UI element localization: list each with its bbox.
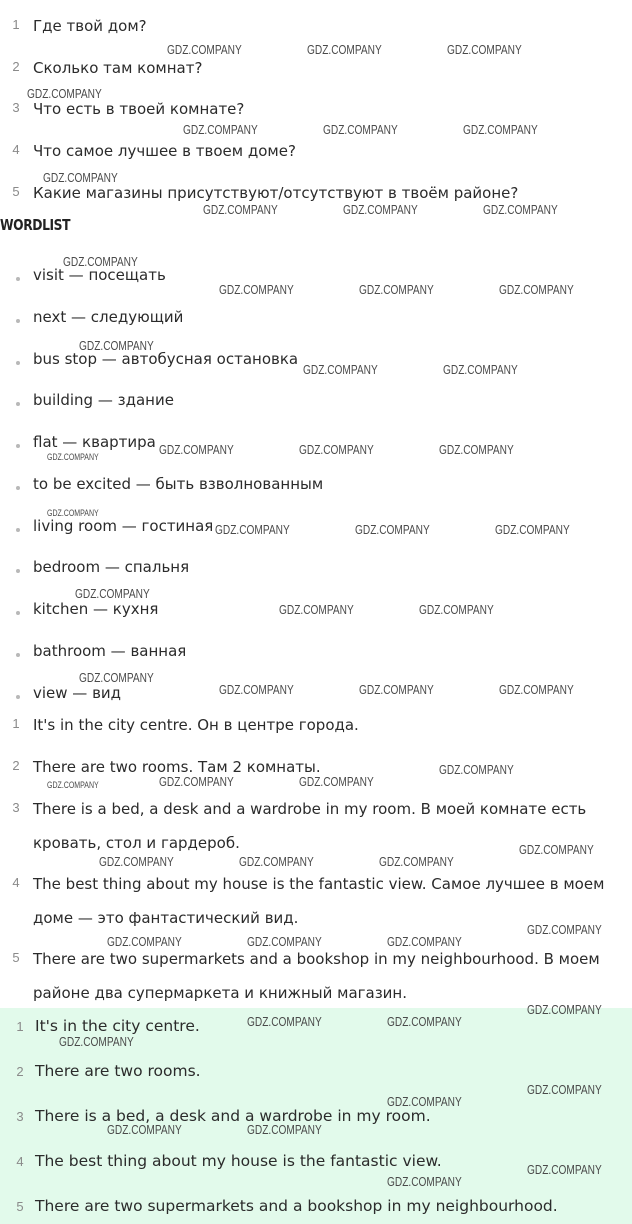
question-number: 2: [12, 59, 20, 74]
watermark: GDZ.COMPANY: [183, 122, 258, 137]
answer-text: The best thing about my house is the fantastic view.: [35, 1152, 442, 1170]
watermark: GDZ.COMPANY: [359, 282, 434, 297]
watermark: GDZ.COMPANY: [387, 1014, 462, 1029]
answer-text: There is a bed, a desk and a wardrobe in my room. В моей комнате есть кровать, стол и гардероб.: [33, 800, 587, 852]
bullet-icon: [16, 486, 20, 490]
wordlist-text: view — вид: [33, 684, 122, 702]
answer-text: There are two rooms.: [35, 1062, 201, 1080]
wordlist-text: flat — квартира: [33, 433, 156, 451]
watermark: GDZ.COMPANY: [107, 1122, 182, 1137]
watermark: GDZ.COMPANY: [379, 854, 454, 869]
answer-number: 2: [16, 1064, 24, 1079]
watermark: GDZ.COMPANY: [219, 682, 294, 697]
answer-number: 3: [16, 1109, 24, 1124]
watermark: GDZ.COMPANY: [527, 1082, 602, 1097]
watermark: GDZ.COMPANY: [63, 254, 138, 269]
watermark: GDZ.COMPANY: [527, 922, 602, 937]
answer-number: 1: [12, 716, 20, 731]
watermark: GDZ.COMPANY: [387, 1094, 462, 1109]
watermark: GDZ.COMPANY: [359, 682, 434, 697]
watermark: GDZ.COMPANY: [159, 442, 234, 457]
watermark: GDZ.COMPANY: [419, 602, 494, 617]
bullet-icon: [16, 402, 20, 406]
answer-text: There is a bed, a desk and a wardrobe in my room.: [35, 1107, 431, 1125]
highlighted-answers-box: [0, 1008, 632, 1224]
wordlist-heading: WORDLIST: [0, 216, 71, 234]
watermark: GDZ.COMPANY: [439, 442, 514, 457]
bullet-icon: [16, 695, 20, 699]
watermark: GDZ.COMPANY: [499, 682, 574, 697]
wordlist-text: visit — посещать: [33, 266, 166, 284]
wordlist-text: kitchen — кухня: [33, 600, 159, 618]
wordlist-text: living room — гостиная: [33, 517, 214, 535]
watermark: GDZ.COMPANY: [463, 122, 538, 137]
watermark: GDZ.COMPANY: [159, 774, 234, 789]
answer-text: There are two rooms. Там 2 комнаты.: [33, 758, 321, 776]
watermark: GDZ.COMPANY: [219, 282, 294, 297]
watermark: GDZ.COMPANY: [323, 122, 398, 137]
watermark: GDZ.COMPANY: [527, 1162, 602, 1177]
watermark: GDZ.COMPANY: [247, 1014, 322, 1029]
watermark: GDZ.COMPANY: [215, 522, 290, 537]
wordlist-text: building — здание: [33, 391, 174, 409]
watermark: GDZ.COMPANY: [495, 522, 570, 537]
watermark: GDZ.COMPANY: [299, 774, 374, 789]
watermark: GDZ.COMPANY: [167, 42, 242, 57]
watermark: GDZ.COMPANY: [27, 86, 102, 101]
watermark: GDZ.COMPANY: [527, 1002, 602, 1017]
answer-number: 4: [16, 1154, 24, 1169]
watermark: GDZ.COMPANY: [43, 170, 118, 185]
watermark: GDZ.COMPANY: [203, 202, 278, 217]
bullet-icon: [16, 319, 20, 323]
watermark: GDZ.COMPANY: [47, 452, 99, 462]
watermark: GDZ.COMPANY: [447, 42, 522, 57]
watermark: GDZ.COMPANY: [59, 1034, 134, 1049]
answer-number: 5: [16, 1199, 24, 1214]
answer-text: It's in the city centre. Он в центре города.: [33, 716, 359, 734]
watermark: GDZ.COMPANY: [387, 934, 462, 949]
answer-text: There are two supermarkets and a bookshop in my neighbourhood.: [35, 1197, 558, 1215]
bullet-icon: [16, 277, 20, 281]
watermark: GDZ.COMPANY: [439, 762, 514, 777]
wordlist-text: to be excited — быть взволнованным: [33, 475, 324, 493]
bullet-icon: [16, 653, 20, 657]
watermark: GDZ.COMPANY: [499, 282, 574, 297]
watermark: GDZ.COMPANY: [239, 854, 314, 869]
question-number: 4: [12, 142, 20, 157]
watermark: GDZ.COMPANY: [299, 442, 374, 457]
watermark: GDZ.COMPANY: [483, 202, 558, 217]
watermark: GDZ.COMPANY: [443, 362, 518, 377]
question-number: 5: [12, 184, 20, 199]
question-text: Какие магазины присутствуют/отсутствуют в твоём районе?: [33, 184, 519, 202]
wordlist-text: next — следующий: [33, 308, 184, 326]
question-number: 3: [12, 100, 20, 115]
wordlist-text: bus stop — автобусная остановка: [33, 350, 299, 368]
watermark: GDZ.COMPANY: [47, 780, 99, 790]
bullet-icon: [16, 569, 20, 573]
watermark: GDZ.COMPANY: [247, 1122, 322, 1137]
watermark: GDZ.COMPANY: [47, 508, 99, 518]
answer-number: 4: [12, 875, 20, 890]
answer-number: 3: [12, 800, 20, 815]
watermark: GDZ.COMPANY: [279, 602, 354, 617]
question-text: Что есть в твоей комнате?: [33, 100, 245, 118]
watermark: GDZ.COMPANY: [79, 338, 154, 353]
answer-number: 1: [16, 1019, 24, 1034]
bullet-icon: [16, 361, 20, 365]
wordlist-text: bedroom — спальня: [33, 558, 190, 576]
question-number: 1: [12, 17, 20, 32]
watermark: GDZ.COMPANY: [107, 934, 182, 949]
watermark: GDZ.COMPANY: [355, 522, 430, 537]
watermark: GDZ.COMPANY: [343, 202, 418, 217]
watermark: GDZ.COMPANY: [387, 1174, 462, 1189]
question-text: Что самое лучшее в твоем доме?: [33, 142, 296, 160]
answer-text: The best thing about my house is the fantastic view. Самое лучшее в моем доме — это фантастический вид.: [33, 875, 605, 927]
watermark: GDZ.COMPANY: [519, 842, 594, 857]
answer-text: There are two supermarkets and a bookshop in my neighbourhood. В моем районе два супермаркета и книжный магазин.: [33, 950, 600, 1002]
watermark: GDZ.COMPANY: [79, 670, 154, 685]
watermark: GDZ.COMPANY: [99, 854, 174, 869]
wordlist-text: bathroom — ванная: [33, 642, 187, 660]
watermark: GDZ.COMPANY: [247, 934, 322, 949]
watermark: GDZ.COMPANY: [303, 362, 378, 377]
watermark: GDZ.COMPANY: [75, 586, 150, 601]
watermark: GDZ.COMPANY: [307, 42, 382, 57]
bullet-icon: [16, 611, 20, 615]
question-text: Сколько там комнат?: [33, 59, 203, 77]
answer-number: 5: [12, 950, 20, 965]
bullet-icon: [16, 444, 20, 448]
answer-text: It's in the city centre.: [35, 1017, 200, 1035]
question-text: Где твой дом?: [33, 17, 147, 35]
bullet-icon: [16, 528, 20, 532]
answer-number: 2: [12, 758, 20, 773]
